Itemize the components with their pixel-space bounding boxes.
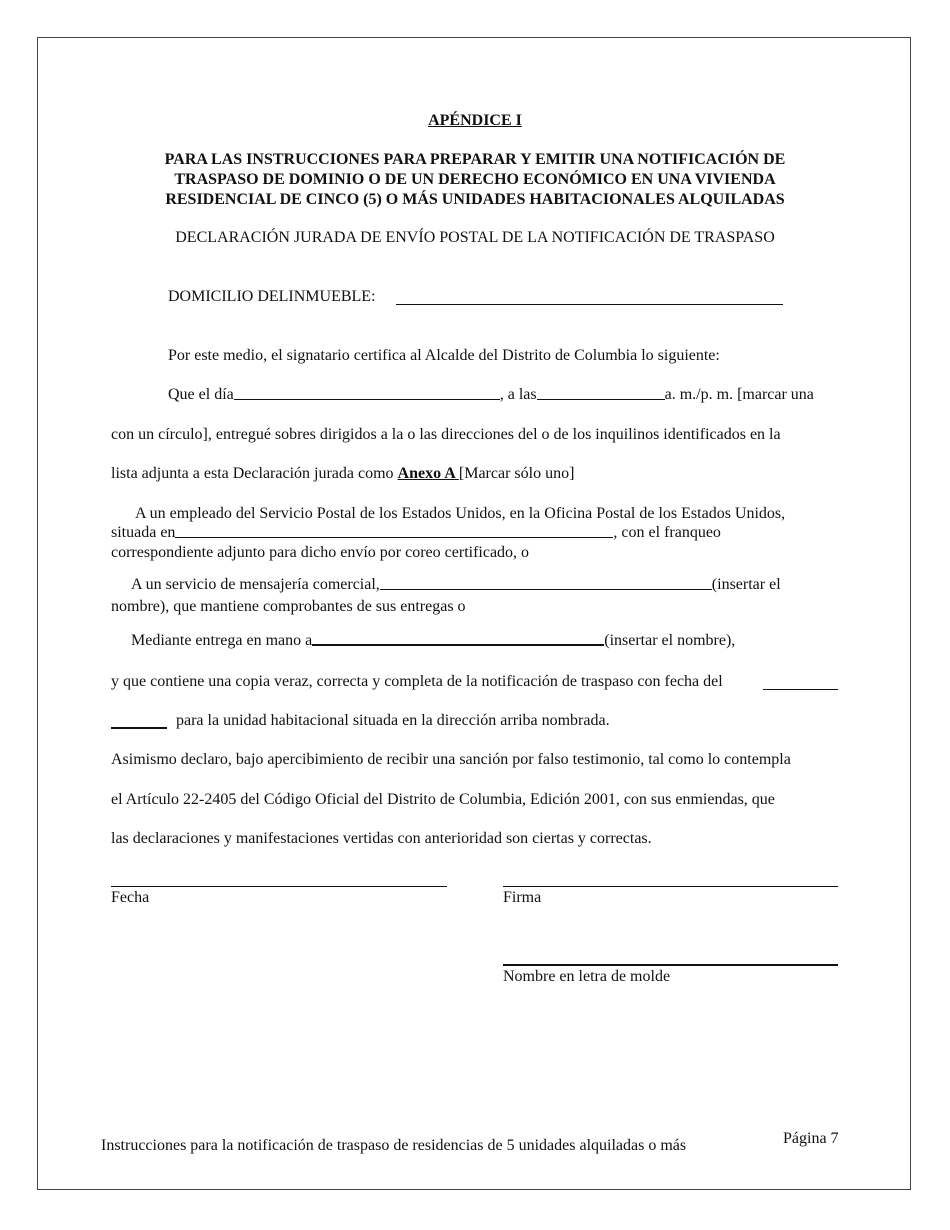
postal-location-prefix: situada en xyxy=(111,524,176,541)
courier-suffix: (insertar el xyxy=(711,576,781,593)
annex-prefix: lista adjunta a esta Declaración jurada como xyxy=(111,465,398,482)
property-label: DOMICILIO DELINMUEBLE: xyxy=(168,288,376,305)
option-courier-line-2: nombre), que mantiene comprobantes de sus entregas o xyxy=(111,598,466,615)
printed-name-line[interactable] xyxy=(503,964,838,966)
copy-line: y que contiene una copia veraz, correcta y completa de la notificación de traspaso con fecha del xyxy=(111,673,723,690)
declaration-title: DECLARACIÓN JURADA DE ENVÍO POSTAL DE LA NOTIFICACIÓN DE TRASPASO xyxy=(175,229,775,246)
property-address-field[interactable] xyxy=(396,304,783,305)
postal-location-suffix: , con el franqueo xyxy=(613,524,721,541)
notice-date-field[interactable] xyxy=(763,689,838,690)
annex-line xyxy=(111,465,574,483)
oath-line-3: las declaraciones y manifestaciones vertidas con anterioridad son ciertas y correctas. xyxy=(111,830,652,847)
hand-delivery-suffix: (insertar el nombre), xyxy=(604,632,736,649)
option-postal-line-3: correspondiente adjunto para dicho envío por coreo certificado, o xyxy=(111,544,530,561)
hand-delivery-prefix: Mediante entrega en mano a xyxy=(131,632,313,649)
annex-suffix: [Marcar sólo uno] xyxy=(458,465,575,482)
envelopes-line: con un círculo], entregué sobres dirigidos a la o las direcciones del o de los inquilinos identificados en la xyxy=(111,426,781,443)
unit-line: para la unidad habitacional situada en la dirección arriba nombrada. xyxy=(176,712,610,729)
date-signature-line[interactable] xyxy=(111,886,447,887)
annex-label: Anexo A xyxy=(397,465,459,482)
time-prefix: , a las xyxy=(499,386,537,403)
subtitle-line-3: RESIDENCIAL DE CINCO (5) O MÁS UNIDADES HABITACIONALES ALQUILADAS xyxy=(165,191,785,208)
signature-line[interactable] xyxy=(503,886,838,887)
subtitle-line-1: PARA LAS INSTRUCCIONES PARA PREPARAR Y EMITIR UNA NOTIFICACIÓN DE xyxy=(164,151,786,168)
footer-text: Instrucciones para la notificación de traspaso de residencias de 5 unidades alquiladas o más xyxy=(101,1137,687,1154)
day-time-line xyxy=(168,386,814,404)
appendix-title: APÉNDICE I xyxy=(428,112,522,129)
courier-prefix: A un servicio de mensajería comercial, xyxy=(131,576,380,593)
postal-location-field[interactable] xyxy=(175,536,613,538)
day-prefix: Que el día xyxy=(168,386,234,403)
day-field[interactable] xyxy=(234,398,500,400)
signature-label: Firma xyxy=(503,889,542,906)
subtitle-line-2: TRASPASO DE DOMINIO O DE UN DERECHO ECONÓMICO EN UNA VIVIENDA xyxy=(174,171,776,188)
option-courier[interactable] xyxy=(131,576,781,594)
courier-name-field[interactable] xyxy=(380,588,712,590)
option-postal-line-2 xyxy=(111,524,721,542)
option-hand-delivery[interactable] xyxy=(131,632,735,650)
oath-line-1: Asimismo declaro, bajo apercibimiento de recibir una sanción por falso testimonio, tal como lo contempla xyxy=(111,751,791,768)
time-field[interactable] xyxy=(537,398,665,400)
oath-line-2: el Artículo 22-2405 del Código Oficial del Distrito de Columbia, Edición 2001, con sus enmiendas, que xyxy=(111,791,775,808)
hand-delivery-name-field[interactable] xyxy=(312,643,604,646)
date-label: Fecha xyxy=(111,889,150,906)
page-number: Página 7 xyxy=(783,1130,839,1147)
option-postal-service[interactable]: A un empleado del Servicio Postal de los Estados Unidos, en la Oficina Postal de los Estados Unidos, xyxy=(135,505,786,522)
notice-date-field-cont[interactable] xyxy=(111,727,167,729)
intro-text: Por este medio, el signatario certifica al Alcalde del Distrito de Columbia lo siguiente: xyxy=(168,347,720,364)
time-suffix: a. m./p. m. [marcar una xyxy=(664,386,814,403)
printed-name-label: Nombre en letra de molde xyxy=(503,968,671,985)
